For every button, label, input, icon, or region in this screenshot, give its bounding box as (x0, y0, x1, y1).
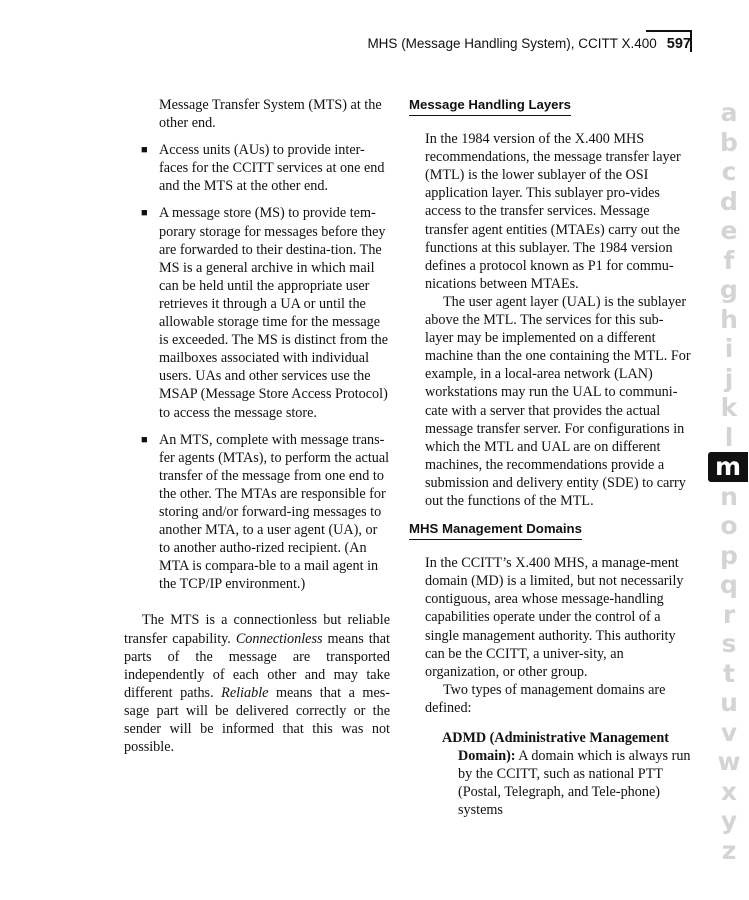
left-column (124, 96, 390, 756)
tab-j[interactable]: j (724, 363, 734, 393)
heading-management-domains: MHS Management Domains (409, 520, 582, 540)
tab-o[interactable]: o (720, 511, 738, 540)
tab-w[interactable]: w (717, 747, 741, 776)
bullet-square-icon: ■ (141, 144, 148, 157)
tab-q[interactable]: q (720, 570, 738, 599)
bullet-square-icon: ■ (141, 207, 148, 220)
tab-m-active[interactable]: m (708, 452, 748, 482)
page-number: 597 (666, 36, 691, 52)
term-connectionless: Connectionless (235, 630, 323, 647)
bullet-continuation: Message Transfer System (MTS) at the other end. (159, 97, 382, 132)
tab-d[interactable]: d (720, 186, 738, 216)
heading-message-handling-layers: Message Handling Layers (409, 96, 571, 116)
tab-e[interactable]: e (720, 216, 738, 245)
tab-k[interactable]: k (720, 393, 738, 422)
tab-l[interactable]: l (724, 422, 734, 452)
tab-t[interactable]: t (723, 658, 735, 688)
paragraph-md: In the CCITT’s X.400 MHS, a manage-ment domain (MD) is a limited, but not necessarily contiguous, area whose message-handling capabilities operate under the control of a single management authority. This authority can be the CCITT, a univer-sity, an organization, or other group. (425, 555, 684, 680)
tab-h[interactable]: h (720, 304, 738, 334)
tab-n[interactable]: n (720, 481, 738, 511)
mts-paragraph: The MTS is a connectionless but reliable transfer capability. Connectionless means that parts of the message are transported independently of each other and may take different paths. Reliable means that a mes-sage part will be delivered correctly or the sender will be informed that this was not possible. (124, 612, 390, 756)
definition-admd: ADMD (Administrative Management Domain): A domain which is always run by the CCITT, such as national PTT (Postal, Telegraph, and Tele-phone) systems (442, 730, 691, 819)
header-rule (646, 30, 691, 32)
paragraph-ual: The user agent layer (UAL) is the sublayer above the MTL. The services for this sub-layer may be implemented on a different machine than the one containing the MTL. For example, in a local-area network (LAN) workstations may run the UAL to communi-cate with a server that provides the actual message transfer server. For configurations in which the MTL and UAL are on different machines, the recommendations provide a submission and delivery entity (SDE) to carry out the functions of the MTL. (425, 293, 691, 509)
tab-v[interactable]: v (720, 717, 738, 747)
tab-i[interactable]: i (724, 334, 734, 363)
paragraph-two-types: Two types of management domains are defined: (425, 681, 666, 716)
bullet-item-message-store: ■ A message store (MS) to provide tem-porary storage for messages before they are forwarded to their destina-tion. The MS is a general archive in which mail can be held until the appropriate user retrieves it through a UA or until the allowable storage time for the message is exceeded. The MS is distinct from the mailboxes associated with individual users. UAs and other services use the MSAP (Message Store Access Protocol) to access the message store. (141, 205, 389, 421)
bullet-list (124, 141, 390, 593)
definition-term: ADMD (Administrative Management Domain): (442, 730, 669, 765)
running-header (367, 36, 691, 52)
tab-a[interactable]: a (720, 98, 738, 127)
paragraph-mtl: In the 1984 version of the X.400 MHS recommendations, the message transfer layer (MTL) is the lower sublayer of the OSI application layer. This sublayer pro-vides access to the transfer services. Message transfer agent entities (MTAEs) carry out the functions at this sublayer. The 1984 version defines a protocol known as P1 for commu-nications between MTAEs. (425, 131, 681, 292)
tab-r[interactable]: r (722, 599, 736, 629)
running-header-title: MHS (Message Handling System), CCITT X.400 (367, 36, 657, 51)
right-column (409, 96, 691, 819)
tab-y[interactable]: y (720, 806, 738, 835)
tab-b[interactable]: b (720, 127, 738, 157)
bullet-item-access-units: ■ Access units (AUs) to provide inter-faces for the CCITT services at one end and the MTS at the other end. (141, 142, 385, 195)
tab-s[interactable]: s (721, 629, 737, 658)
term-reliable: Reliable (221, 684, 269, 701)
tab-c[interactable]: c (721, 157, 737, 186)
alphabet-thumb-index (714, 98, 744, 865)
tab-g[interactable]: g (720, 275, 738, 304)
tab-f[interactable]: f (723, 245, 735, 275)
tab-z[interactable]: z (721, 835, 737, 865)
bullet-square-icon: ■ (141, 433, 148, 446)
tab-x[interactable]: x (720, 776, 738, 806)
tab-u[interactable]: u (720, 688, 738, 717)
tab-p[interactable]: p (720, 540, 738, 570)
bullet-item-mts: ■ An MTS, complete with message trans-fer agents (MTAs), to perform the actual transfer of the message from one end to the other. The MTAs are responsible for storing and/or forward-ing messages to another MTA, to a user agent (UA), or to another autho-rized recipient. (An MTA is compara-ble to a mail agent in the TCP/IP environment.) (141, 431, 390, 593)
